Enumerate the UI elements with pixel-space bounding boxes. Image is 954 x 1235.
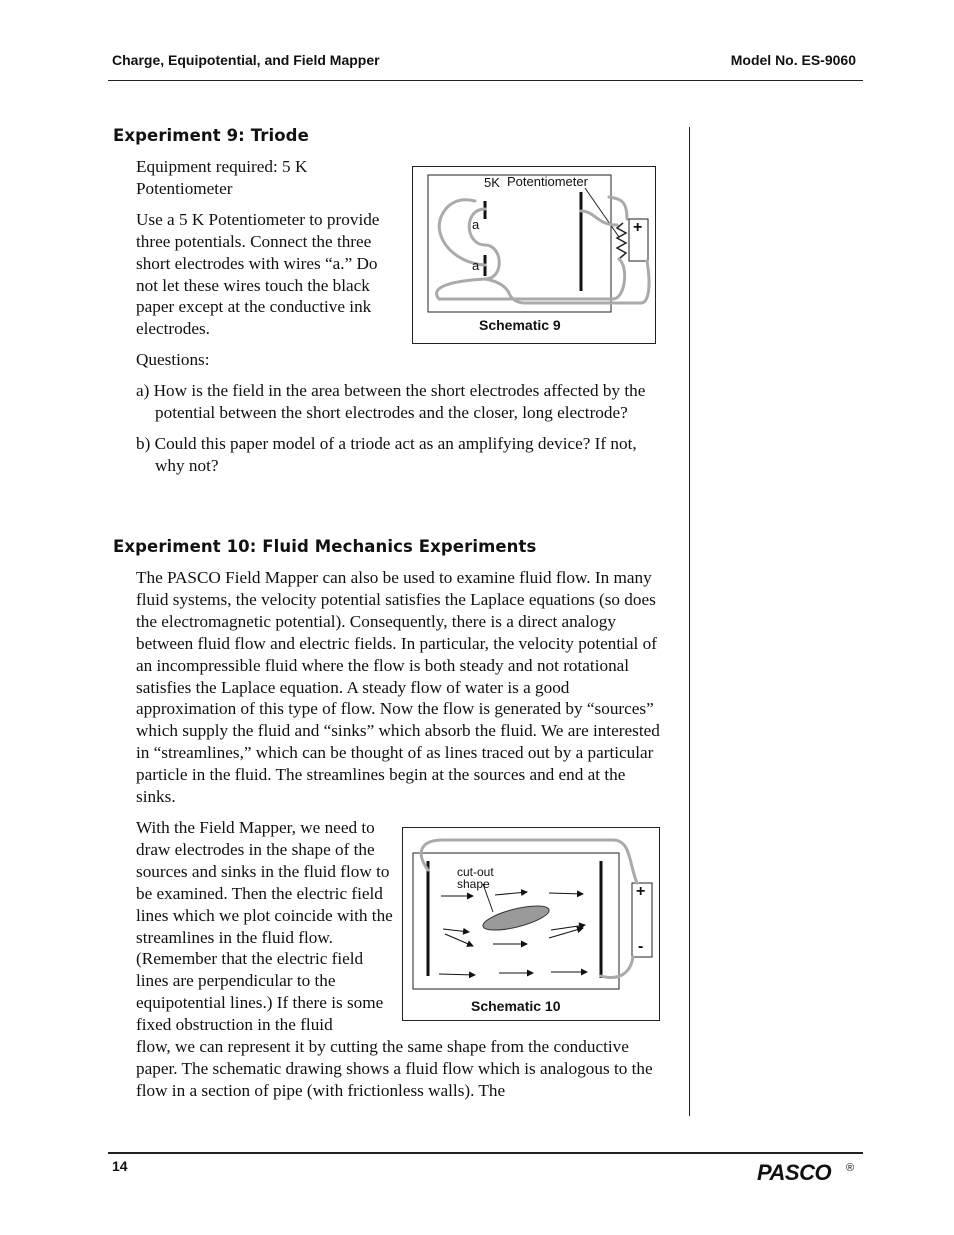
questions-list: [136, 380, 666, 477]
wire-label-a-lower: a: [472, 258, 480, 273]
schematic-9-figure: [412, 166, 656, 344]
experiment-10-paragraph-2-wrapped: [136, 817, 394, 1036]
equipment-text: Equipment required: 5 K Potentiometer: [136, 157, 308, 198]
running-header-model: Model No. ES-9060: [730, 52, 856, 68]
field-mapper-paragraph-start: With the Field Mapper, we need to draw electrodes in the shape of the sources and sinks in the fluid flow to be examined. Then the electric field lines which we plot coincide with the streamlines in the fluid flow. (Remember that the electric field lines are perpendicular to the equipotential lines.) If there is some fixed obstruction in the fluid: [136, 818, 393, 1035]
wire-label-a-upper: a: [472, 217, 480, 232]
experiment-9-intro: [136, 156, 402, 340]
question-b: b) Could this paper model of a triode act as an amplifying device? If not, why not?: [136, 433, 637, 475]
plus-terminal-label: +: [633, 219, 643, 236]
pot-label-potentiometer: Potentiometer: [507, 174, 588, 189]
plus-terminal-label: +: [636, 883, 646, 900]
fluid-flow-paragraph: The PASCO Field Mapper can also be used to examine fluid flow. In many fluid systems, the velocity potential satisfies the Laplace equations (so does the electromagnetic potential). Consequently, there is a direct analogy between fluid flow and electric fields. In particular, the velocity potential of an incompressible fluid where the flow is both steady and not rotational satisfies the Laplace equation. A steady flow of water is a good approximation of this type of flow. Now the flow is generated by “sources” which supply the fluid and “sinks” which absorb the fluid. We are interested in “streamlines,” which can be thought of as lines traced out by a particular particle in the fluid. The streamlines begin at the sources and end at the sinks.: [136, 568, 660, 807]
questions-label: Questions:: [136, 350, 210, 369]
schematic-10-drawing: [403, 828, 661, 1022]
experiment-9-heading: Experiment 9: Triode: [113, 126, 309, 145]
cutout-label-line-1: cut-out: [457, 865, 494, 879]
pot-label-5k: 5K: [484, 175, 500, 190]
schematic-10-figure: [402, 827, 660, 1021]
pasco-logo: PASCO: [757, 1160, 832, 1185]
experiment-10-paragraph-2-continued: [136, 1036, 666, 1102]
experiment-10-paragraph-1: [136, 567, 666, 808]
footer-rule: [108, 1152, 863, 1154]
running-header-title: Charge, Equipotential, and Field Mapper: [112, 52, 380, 68]
question-a: a) How is the field in the area between the short electrodes affected by the potential between the short electrodes and the closer, long electrode?: [136, 381, 646, 422]
registered-mark: ®: [846, 1162, 855, 1174]
schematic-9-caption: Schematic 9: [479, 317, 561, 333]
minus-terminal-label: -: [638, 938, 644, 955]
header-rule: [108, 80, 863, 81]
page-number: 14: [112, 1158, 128, 1174]
experiment-10-heading: Experiment 10: Fluid Mechanics Experiments: [113, 537, 537, 556]
field-mapper-paragraph-end: flow, we can represent it by cutting the same shape from the conductive paper. The schematic drawing shows a fluid flow which is analogous to the flow in a section of pipe (with frictionless walls). The: [136, 1037, 653, 1100]
schematic-10-caption: Schematic 10: [471, 998, 561, 1014]
instructions-text: Use a 5 K Potentiometer to provide three potentials. Connect the three short electrodes with wires “a.” Do not let these wires touch the black paper except at the conductive ink electrodes.: [136, 209, 380, 339]
margin-rule: [689, 127, 690, 1116]
cutout-label-line-2: shape: [457, 877, 490, 891]
